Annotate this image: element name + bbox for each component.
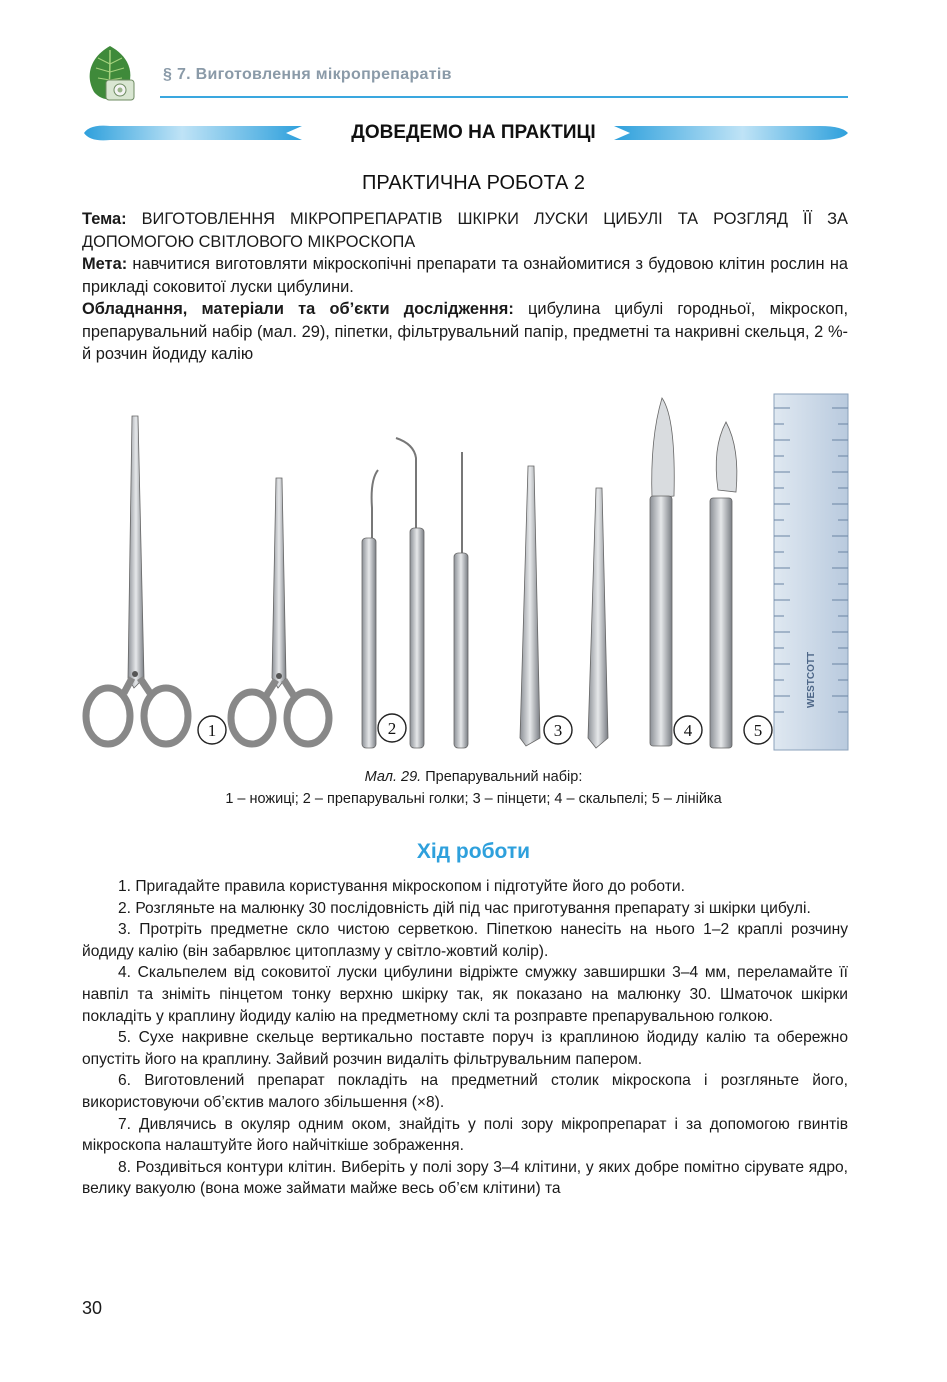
caption-items: 1 – ножиці; 2 – препарувальні голки; 3 – пінцети; 4 – скальпелі; 5 – лінійка: [225, 791, 722, 807]
dissection-kit-figure: [80, 388, 854, 758]
step-item: 7. Дивлячись в окуляр одним оком, знайдіть у полі зору мікропрепарат і за допомогою гвинтів мікроскопа налаштуйте його найчіткіше зображення.: [82, 1115, 848, 1155]
marker-1: [198, 716, 226, 744]
marker-1-label: 1: [207, 721, 217, 740]
marker-3-label: 3: [553, 721, 563, 740]
goal-label: Мета:: [82, 255, 128, 273]
header-divider: [160, 96, 848, 98]
step-item: 6. Виготовлений препарат покладіть на предметний столик мікроскопа і розгляньте його, використовуючи об’єктив малого збільшення (×8).: [82, 1072, 848, 1111]
topic-text: ВИГОТОВЛЕННЯ МІКРОПРЕПАРАТІВ ШКІРКИ ЛУСКИ ЦИБУЛІ ТА РОЗГЛЯД ЇЇ ЗА ДОПОМОГОЮ СВІТЛОВОГО МІКРОСКОПА: [82, 210, 848, 251]
equipment-text: цибулина цибулі городньої, мікроскоп, препарувальний набір (мал. 29), піпетки, фільтрувальний папір, предметні та накривні скельця, 2 %-й розчин йодиду калію: [82, 300, 848, 363]
step-item: 4. Скальпелем від соковитої луски цибулини відріжте смужку завширшки 3–4 мм, переламайте її навпіл та зніміть пінцетом тонку верхню шкірку так, як показано на малюнку 30. Шматочок шкірки покладіть у краплину йодиду калію на предметному склі та розправте препарувальною голкою.: [82, 964, 848, 1025]
scalpels-icon: [650, 398, 737, 748]
goal-text: навчитися виготовляти мікроскопічні препарати та ознайомитися з будовою клітин рослин на прикладі соковитої луски цибулини.: [82, 255, 848, 296]
goal-paragraph: [82, 253, 848, 298]
marker-2: [378, 714, 406, 742]
marker-2-label: 2: [387, 719, 397, 738]
marker-3: [544, 716, 572, 744]
ruler-brand-label: WESTCOTT: [806, 651, 817, 708]
running-header: § 7. Виготовлення мікропрепаратів: [163, 66, 452, 83]
section-title: Хід роботи: [416, 840, 531, 863]
intro-block: [82, 208, 848, 366]
figure-caption: [0, 766, 947, 810]
equipment-label: Обладнання, матеріали та об’єкти дослідження:: [82, 300, 514, 318]
marker-4: [674, 716, 702, 744]
step-item: 1. Пригадайте правила користування мікроскопом і підготуйте його до роботи.: [118, 878, 685, 895]
marker-5-label: 5: [753, 721, 763, 740]
work-title: ПРАКТИЧНА РОБОТА 2: [361, 172, 586, 194]
step-item: 3. Протріть предметне скло чистою серветкою. Піпеткою нанесіть на нього 1–2 краплі розчину йодиду калію (він забарвлює цитоплазму у світло-жовтий колір).: [82, 921, 848, 960]
steps-list: [82, 876, 848, 1200]
tweezers-icon: [520, 466, 608, 748]
page-number: 30: [82, 1298, 103, 1318]
marker-4-label: 4: [683, 721, 693, 740]
caption-line-1: [0, 766, 947, 788]
banner-title: ДОВЕДЕМО НА ПРАКТИЦІ: [351, 122, 596, 143]
step-item: 2. Розгляньте на малюнку 30 послідовність дій під час приготування препарату зі шкірки цибулі.: [118, 899, 811, 917]
topic-label: Тема:: [82, 210, 127, 228]
topic-paragraph: [82, 208, 848, 253]
leaf-microscope-logo-icon: [80, 44, 140, 104]
ruler-icon: [774, 394, 848, 750]
step-item: 8. Роздивіться контури клітин. Виберіть у полі зору 3–4 клітини, у яких добре помітно сірувате ядро, велику вакуолю (вона може займати майже весь об’єм клітини) та: [82, 1158, 848, 1198]
equipment-paragraph: [82, 298, 848, 366]
marker-5: [744, 716, 772, 744]
scissors-small-icon: [231, 478, 329, 744]
scissors-large-icon: [86, 416, 188, 744]
caption-label: Мал. 29.: [364, 769, 422, 785]
step-item: 5. Сухе накривне скельце вертикально поставте поруч із краплиною йодиду калію та обережно опустіть його на краплину. Зайвий розчин видаліть фільтрувальним папером.: [82, 1029, 848, 1068]
dissecting-needles-icon: [362, 438, 468, 748]
caption-title: Препарувальний набір:: [425, 769, 583, 785]
